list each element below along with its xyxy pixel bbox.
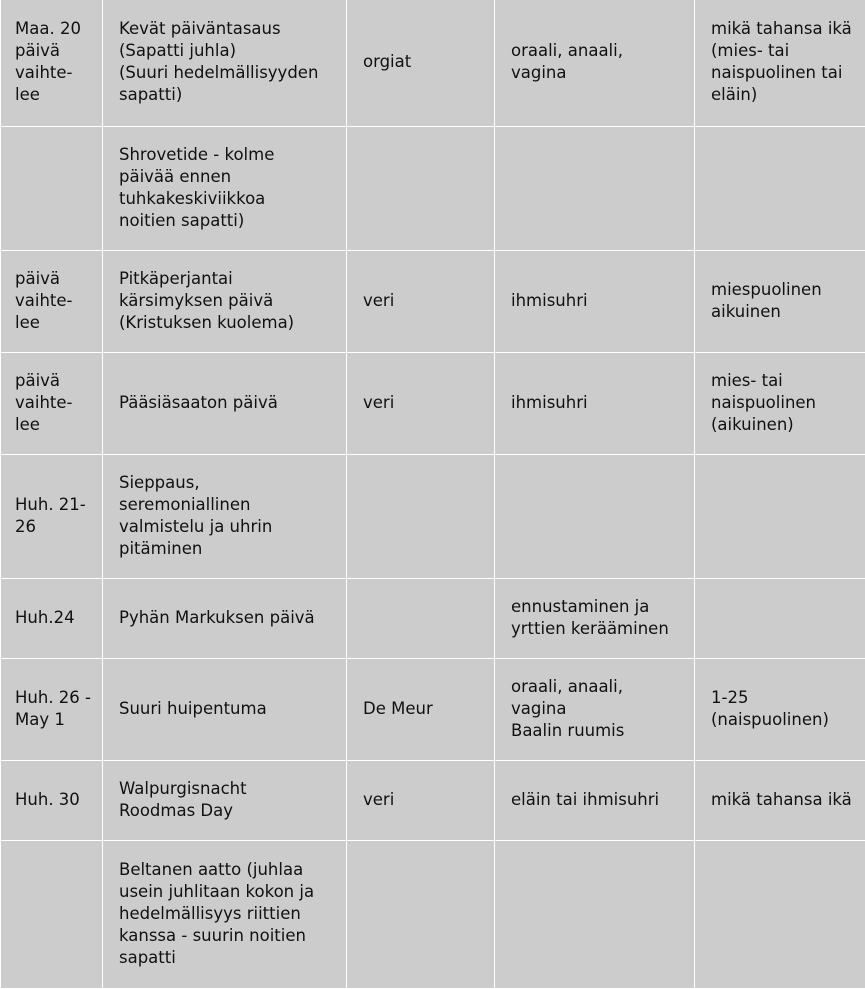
ritual-cell: oraali, anaali, vagina bbox=[495, 0, 695, 126]
date-cell: Huh. 21- 26 bbox=[1, 454, 103, 578]
date-cell: Huh. 26 - May 1 bbox=[1, 658, 103, 760]
event-cell: Pääsiäsaaton päivä bbox=[103, 352, 347, 454]
date-cell: Maa. 20 päivä vaihte- lee bbox=[1, 0, 103, 126]
type-cell: veri bbox=[347, 250, 495, 352]
ritual-cell: ihmisuhri bbox=[495, 352, 695, 454]
victim-cell: mikä tahansa ikä (mies- tai naispuolinen tai eläin) bbox=[695, 0, 865, 126]
event-cell: Pyhän Markuksen päivä bbox=[103, 578, 347, 658]
ritual-cell: eläin tai ihmisuhri bbox=[495, 760, 695, 840]
type-cell: De Meur bbox=[347, 658, 495, 760]
ritual-cell: ihmisuhri bbox=[495, 250, 695, 352]
victim-cell bbox=[695, 840, 865, 988]
event-cell: Walpurgisnacht Roodmas Day bbox=[103, 760, 347, 840]
table-row bbox=[1, 250, 865, 352]
table-row bbox=[1, 126, 865, 250]
ritual-cell bbox=[495, 454, 695, 578]
ritual-cell: ennustaminen ja yrttien kerääminen bbox=[495, 578, 695, 658]
table-row bbox=[1, 578, 865, 658]
type-cell: veri bbox=[347, 760, 495, 840]
date-cell: päivä vaihte- lee bbox=[1, 352, 103, 454]
victim-cell: mikä tahansa ikä bbox=[695, 760, 865, 840]
event-cell: Pitkäperjantai kärsimyksen päivä (Kristuksen kuolema) bbox=[103, 250, 347, 352]
type-cell: veri bbox=[347, 352, 495, 454]
table-row bbox=[1, 658, 865, 760]
type-cell: orgiat bbox=[347, 0, 495, 126]
type-cell bbox=[347, 840, 495, 988]
table-row bbox=[1, 352, 865, 454]
table-row bbox=[1, 760, 865, 840]
date-cell: Huh. 30 bbox=[1, 760, 103, 840]
table-row bbox=[1, 454, 865, 578]
victim-cell: mies- tai naispuolinen (aikuinen) bbox=[695, 352, 865, 454]
type-cell bbox=[347, 454, 495, 578]
table-row bbox=[1, 840, 865, 988]
ritual-cell bbox=[495, 840, 695, 988]
victim-cell: 1-25 (naispuolinen) bbox=[695, 658, 865, 760]
date-cell: Huh.24 bbox=[1, 578, 103, 658]
table-row bbox=[1, 0, 865, 126]
ritual-cell: oraali, anaali, vagina Baalin ruumis bbox=[495, 658, 695, 760]
date-cell: päivä vaihte- lee bbox=[1, 250, 103, 352]
event-cell: Suuri huipentuma bbox=[103, 658, 347, 760]
date-cell bbox=[1, 126, 103, 250]
victim-cell: miespuolinen aikuinen bbox=[695, 250, 865, 352]
type-cell bbox=[347, 578, 495, 658]
type-cell bbox=[347, 126, 495, 250]
event-cell: Shrovetide - kolme päivää ennen tuhkakeskiviikkoa noitien sapatti) bbox=[103, 126, 347, 250]
date-cell bbox=[1, 840, 103, 988]
victim-cell bbox=[695, 454, 865, 578]
event-cell: Beltanen aatto (juhlaa usein juhlitaan kokon ja hedelmällisyys riittien kanssa - suurin noitien sapatti bbox=[103, 840, 347, 988]
victim-cell bbox=[695, 126, 865, 250]
victim-cell bbox=[695, 578, 865, 658]
ritual-cell bbox=[495, 126, 695, 250]
event-cell: Sieppaus, seremoniallinen valmistelu ja uhrin pitäminen bbox=[103, 454, 347, 578]
event-cell: Kevät päiväntasaus (Sapatti juhla) (Suuri hedelmällisyyden sapatti) bbox=[103, 0, 347, 126]
